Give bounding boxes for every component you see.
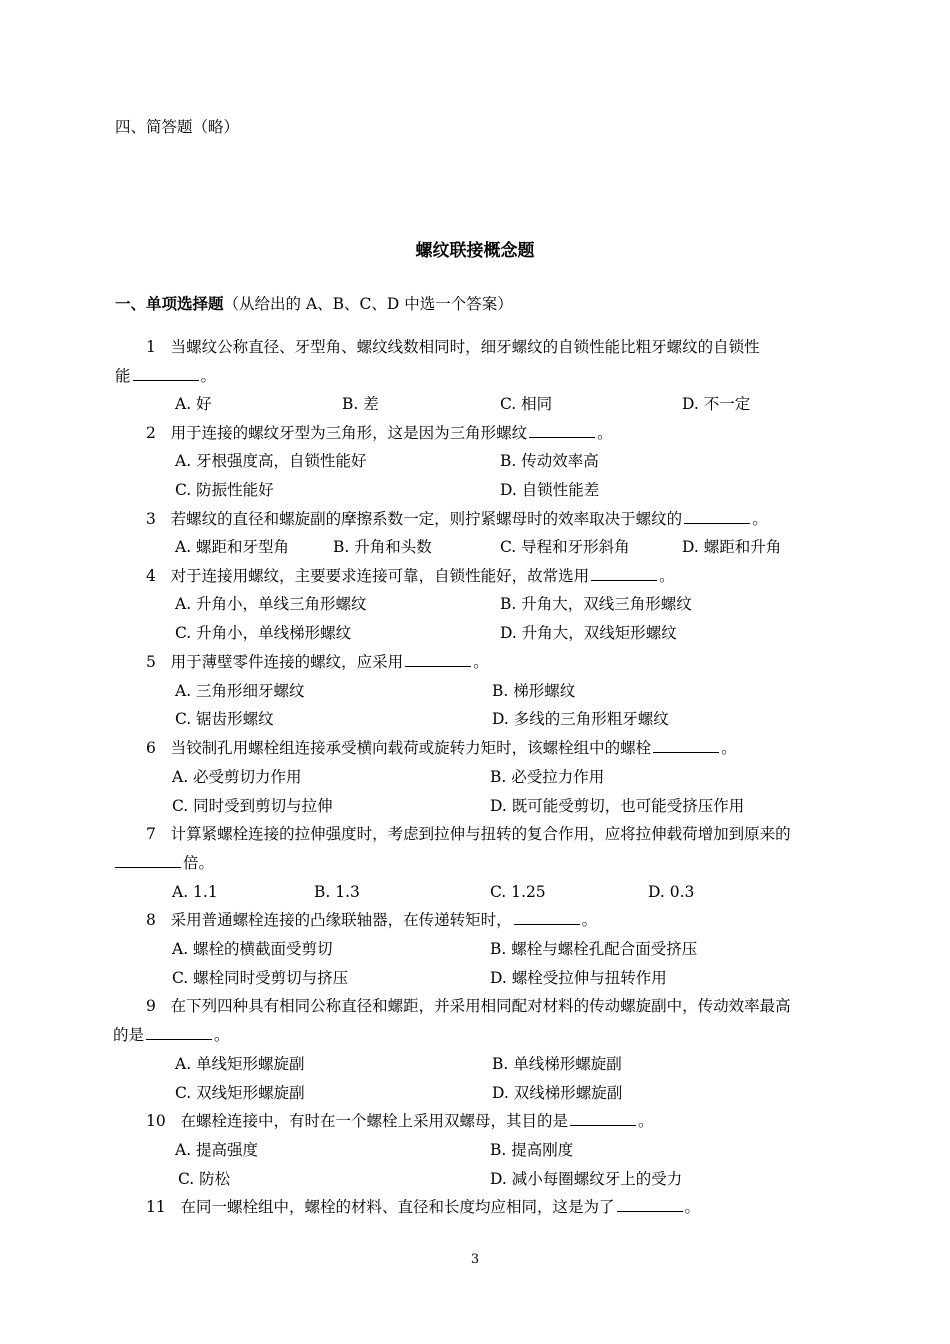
option-d: D. 既可能受剪切，也可能受挤压作用 (490, 797, 745, 815)
question-text: 。 (752, 510, 768, 528)
option-b: B. 升角大，双线三角形螺纹 (500, 595, 692, 613)
option-d: D. 不一定 (682, 395, 751, 413)
question-text: 。 (721, 739, 737, 757)
question-5 (146, 652, 489, 672)
option-a: A. 螺距和牙型角 (175, 538, 290, 556)
question-text: 计算紧螺栓连接的拉伸强度时，考虑到拉伸与扭转的复合作用，应将拉伸载荷增加到原来的 (170, 825, 791, 843)
section-heading-label: 一、单项选择题 (115, 294, 224, 313)
answer-blank[interactable] (570, 1111, 636, 1126)
answer-blank[interactable] (146, 1025, 212, 1040)
option-b: B. 螺栓与螺栓孔配合面受挤压 (490, 940, 698, 958)
question-11 (146, 1197, 700, 1217)
option-c: C. 双线矩形螺旋副 (175, 1084, 305, 1102)
question-text: 的是 (113, 1026, 145, 1044)
page-title: 螺纹联接概念题 (415, 241, 535, 261)
question-text: 用于连接的螺纹牙型为三角形，这是因为三角形螺纹 (170, 424, 528, 442)
question-number: 8 (146, 911, 156, 929)
question-number: 5 (146, 653, 156, 671)
option-a: A. 升角小，单线三角形螺纹 (175, 595, 367, 613)
question-1 (146, 337, 760, 357)
option-c: C. 锯齿形螺纹 (175, 710, 274, 728)
section-heading-note: （从给出的 A、B、C、D 中选一个答案） (223, 295, 513, 313)
question-text: 当铰制孔用螺栓组连接承受横向载荷或旋转力矩时，该螺栓组中的螺栓 (170, 739, 652, 757)
question-number: 1 (146, 338, 156, 356)
section-heading (115, 294, 513, 314)
option-d: D. 多线的三角形粗牙螺纹 (492, 710, 669, 728)
option-b: B. 提高刚度 (490, 1141, 574, 1159)
question-text: 。 (473, 653, 489, 671)
answer-blank[interactable] (617, 1197, 683, 1212)
question-10 (146, 1111, 654, 1131)
option-c: C. 导程和牙形斜角 (500, 538, 630, 556)
question-number: 7 (146, 825, 156, 843)
question-text: 。 (597, 424, 613, 442)
answer-blank[interactable] (591, 566, 657, 581)
question-4 (146, 566, 675, 586)
question-7-line2 (113, 853, 214, 873)
question-9 (146, 996, 791, 1016)
question-number: 9 (146, 997, 156, 1015)
option-c: C. 升角小，单线梯形螺纹 (175, 624, 352, 642)
option-a: A. 提高强度 (175, 1141, 259, 1159)
question-number: 11 (146, 1198, 166, 1216)
option-b: B. 差 (342, 395, 379, 413)
option-d: D. 0.3 (648, 883, 695, 901)
option-d: D. 双线梯形螺旋副 (492, 1084, 623, 1102)
question-2 (146, 423, 613, 443)
option-c: C. 防松 (178, 1170, 231, 1188)
question-6 (146, 738, 737, 758)
option-c: C. 防振性能好 (175, 481, 274, 499)
option-c: C. 相同 (500, 395, 553, 413)
option-d: D. 自锁性能差 (500, 481, 600, 499)
option-a: A. 牙根强度高，自锁性能好 (175, 452, 367, 470)
option-a: A. 1.1 (172, 883, 218, 901)
question-3 (146, 509, 768, 529)
question-text: 对于连接用螺纹，主要要求连接可靠，自锁性能好，故常选用 (170, 567, 590, 585)
question-text: 。 (638, 1112, 654, 1130)
answer-blank[interactable] (115, 853, 181, 868)
option-b: B. 传动效率高 (500, 452, 599, 470)
question-number: 3 (146, 510, 156, 528)
question-number: 2 (146, 424, 156, 442)
option-d: D. 螺距和升角 (682, 538, 782, 556)
question-text: 采用普通螺栓连接的凸缘联轴器，在传递转矩时， (170, 911, 512, 929)
question-text: 。 (200, 367, 217, 385)
answer-blank[interactable] (653, 738, 719, 753)
option-d: D. 螺栓受拉伸与扭转作用 (490, 969, 667, 987)
option-b: B. 单线梯形螺旋副 (492, 1055, 622, 1073)
question-number: 10 (146, 1112, 166, 1130)
question-text: 当螺纹公称直径、牙型角、螺纹线数相同时，细牙螺纹的自锁性能比粗牙螺纹的自锁性 (170, 338, 760, 356)
question-number: 6 (146, 739, 156, 757)
answer-blank[interactable] (405, 652, 471, 667)
page-number: 3 (470, 1252, 480, 1267)
answer-blank[interactable] (133, 366, 199, 381)
question-8 (146, 910, 597, 930)
option-d: D. 升角大，双线矩形螺纹 (500, 624, 677, 642)
option-a: A. 单线矩形螺旋副 (175, 1055, 305, 1073)
question-text: 倍。 (183, 854, 215, 872)
question-text: 用于薄壁零件连接的螺纹，应采用 (170, 653, 404, 671)
question-text: 若螺纹的直径和螺旋副的摩擦系数一定，则拧紧螺母时的效率取决于螺纹的 (170, 510, 683, 528)
option-b: B. 必受拉力作用 (490, 768, 605, 786)
option-a: A. 螺栓的横截面受剪切 (172, 940, 333, 958)
question-7 (146, 824, 791, 844)
short-answer-section: 四、简答题（略） (115, 118, 240, 136)
option-b: B. 梯形螺纹 (492, 682, 576, 700)
question-text: 在下列四种具有相同公称直径和螺距，并采用相同配对材料的传动螺旋副中，传动效率最高 (170, 997, 791, 1015)
question-number: 4 (146, 567, 156, 585)
question-9-line2 (113, 1025, 230, 1045)
answer-blank[interactable] (529, 423, 595, 438)
option-c: C. 螺栓同时受剪切与挤压 (172, 969, 349, 987)
question-text: 。 (659, 567, 675, 585)
option-a: A. 三角形细牙螺纹 (175, 682, 305, 700)
question-1-line2 (115, 366, 216, 386)
option-a: A. 好 (175, 395, 212, 413)
option-c: C. 同时受到剪切与拉伸 (172, 797, 333, 815)
option-a: A. 必受剪切力作用 (172, 768, 302, 786)
question-text: 。 (214, 1026, 230, 1044)
question-text: 。 (581, 911, 598, 929)
answer-blank[interactable] (684, 509, 750, 524)
answer-blank[interactable] (514, 910, 580, 925)
option-b: B. 1.3 (314, 883, 360, 901)
question-text: 能 (115, 367, 131, 385)
option-b: B. 升角和头数 (333, 538, 432, 556)
option-d: D. 减小每圈螺纹牙上的受力 (490, 1170, 683, 1188)
option-c: C. 1.25 (490, 883, 546, 901)
question-text: 在螺栓连接中，有时在一个螺栓上采用双螺母，其目的是 (180, 1112, 569, 1130)
question-text: 。 (684, 1198, 701, 1216)
question-text: 在同一螺栓组中，螺栓的材料、直径和长度均应相同，这是为了 (180, 1198, 615, 1216)
